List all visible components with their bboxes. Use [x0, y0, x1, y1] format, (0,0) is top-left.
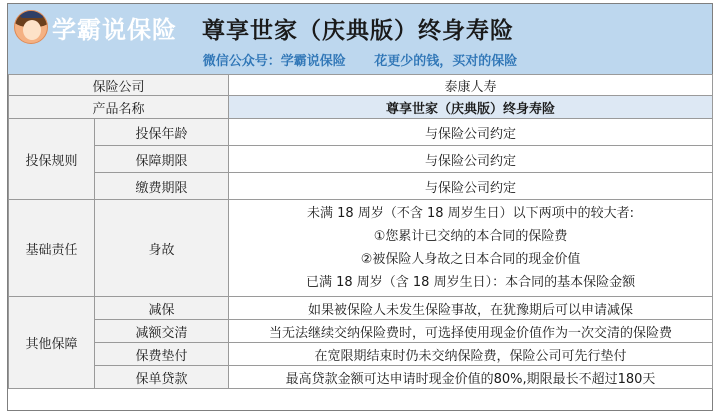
header-banner	[8, 4, 712, 74]
rule-label: 投保年龄	[95, 119, 229, 146]
brand-name: 学霸说保险	[52, 15, 177, 44]
table-row	[9, 320, 713, 343]
rules-category: 投保规则	[9, 119, 95, 200]
other-value: 当无法继续交纳保险费时，可选择使用现金价值作为一次交清的保险费	[229, 320, 713, 343]
benefit-line: ①您累计已交纳的本合同的保险费	[373, 229, 568, 244]
table-row	[9, 297, 713, 320]
product-value: 尊享世家（庆典版）终身寿险	[229, 96, 713, 119]
benefit-line: ②被保险人身故之日本合同的现金价值	[360, 252, 581, 267]
benefit-line: 未满 18 周岁（不含 18 周岁生日）以下两项中的较大者:	[307, 206, 635, 221]
table-row	[9, 366, 713, 389]
product-label: 产品名称	[9, 96, 229, 119]
death-benefit	[229, 200, 713, 297]
other-label: 减额交清	[95, 320, 229, 343]
company-label: 保险公司	[9, 75, 229, 96]
header-subline	[8, 50, 712, 69]
policy-table	[8, 74, 713, 389]
other-label: 保单贷款	[95, 366, 229, 389]
basic-category: 基础责任	[9, 200, 95, 297]
avatar-icon	[14, 10, 48, 44]
table-row	[9, 119, 713, 146]
rule-label: 缴费期限	[95, 173, 229, 200]
wechat-account: 微信公众号：学霸说保险	[202, 54, 346, 69]
table-row	[9, 75, 713, 96]
other-label: 保费垫付	[95, 343, 229, 366]
other-value: 如果被保险人未发生保险事故，在犹豫期后可以申请减保	[229, 297, 713, 320]
other-value: 最高贷款金额可达申请时现金价值的80%,期限最长不超过180天	[229, 366, 713, 389]
table-row	[9, 96, 713, 119]
rule-label: 保障期限	[95, 146, 229, 173]
insurance-card	[7, 3, 713, 411]
slogan: 花更少的钱，买对的保险	[374, 54, 518, 69]
page-title: 尊享世家（庆典版）终身寿险	[202, 18, 514, 44]
other-label: 减保	[95, 297, 229, 320]
other-category: 其他保障	[9, 297, 95, 389]
brand-logo	[14, 9, 177, 45]
benefit-line: 已满 18 周岁（含 18 周岁生日）：本合同的基本保险金额	[305, 275, 636, 290]
rule-value: 与保险公司约定	[229, 146, 713, 173]
other-value: 在宽限期结束时仍未交纳保险费，保险公司可先行垫付	[229, 343, 713, 366]
table-row	[9, 146, 713, 173]
rule-value: 与保险公司约定	[229, 173, 713, 200]
rule-value: 与保险公司约定	[229, 119, 713, 146]
death-label: 身故	[95, 200, 229, 297]
company-value: 泰康人寿	[229, 75, 713, 96]
table-row	[9, 200, 713, 297]
table-row	[9, 173, 713, 200]
table-row	[9, 343, 713, 366]
